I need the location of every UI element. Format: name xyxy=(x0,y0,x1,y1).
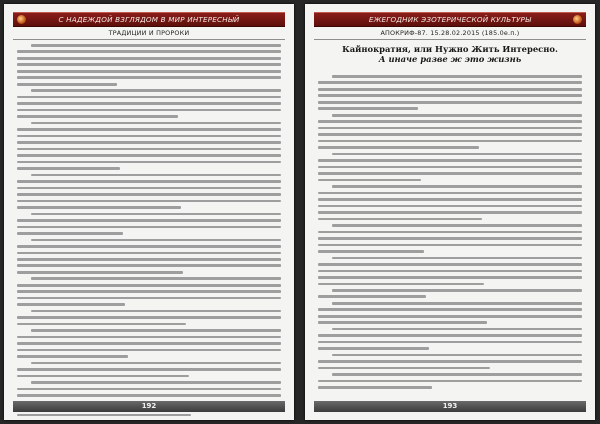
right-page-number: 193 xyxy=(442,402,458,410)
text-line xyxy=(318,192,582,195)
text-line xyxy=(332,75,582,78)
flame-emblem-icon xyxy=(573,15,582,24)
text-line xyxy=(17,219,281,222)
text-line xyxy=(318,250,424,253)
text-line xyxy=(17,290,281,293)
left-page xyxy=(4,4,294,420)
text-line xyxy=(17,128,281,131)
text-line xyxy=(17,394,281,397)
text-line xyxy=(318,295,426,298)
text-line xyxy=(318,211,582,214)
text-line xyxy=(17,323,186,326)
right-page xyxy=(305,4,595,420)
text-line xyxy=(17,297,281,300)
text-line xyxy=(17,316,281,319)
text-line xyxy=(332,114,582,117)
text-line xyxy=(31,381,281,384)
text-line xyxy=(31,362,281,365)
text-line xyxy=(17,135,281,138)
text-line xyxy=(318,120,582,123)
text-line xyxy=(318,334,582,337)
text-line xyxy=(17,161,281,164)
text-line xyxy=(31,44,281,47)
text-line xyxy=(17,232,123,235)
text-line xyxy=(318,308,582,311)
text-line xyxy=(318,133,582,136)
text-line xyxy=(332,373,582,376)
text-line xyxy=(17,264,281,267)
left-footer-bar xyxy=(13,401,285,412)
text-line xyxy=(332,302,582,305)
text-line xyxy=(17,102,281,105)
text-line xyxy=(318,88,582,91)
right-header-banner xyxy=(314,12,586,27)
text-line xyxy=(318,231,582,234)
text-line xyxy=(17,355,128,358)
text-line xyxy=(318,321,487,324)
left-section-title: ТРАДИЦИИ И ПРОРОКИ xyxy=(108,29,190,37)
text-line xyxy=(318,101,582,104)
text-line xyxy=(318,127,582,130)
text-line xyxy=(318,380,582,383)
text-line xyxy=(17,245,281,248)
text-line xyxy=(318,360,582,363)
text-line xyxy=(31,213,281,216)
text-line xyxy=(318,179,421,182)
text-line xyxy=(17,271,183,274)
text-line xyxy=(318,107,418,110)
text-line xyxy=(332,354,582,357)
text-line xyxy=(17,388,281,391)
text-line xyxy=(17,148,281,151)
text-line xyxy=(318,244,582,247)
text-line xyxy=(31,277,281,280)
text-line xyxy=(318,386,432,389)
right-body-text xyxy=(318,75,582,393)
text-line xyxy=(17,200,281,203)
text-line xyxy=(17,303,125,306)
text-line xyxy=(318,166,582,169)
right-footer-bar xyxy=(314,401,586,412)
text-line xyxy=(318,237,582,240)
text-line xyxy=(318,270,582,273)
text-line xyxy=(332,257,582,260)
text-line xyxy=(31,329,281,332)
text-line xyxy=(17,226,281,229)
text-line xyxy=(17,342,281,345)
text-line xyxy=(17,193,281,196)
text-line xyxy=(318,218,482,221)
text-line xyxy=(318,81,582,84)
text-line xyxy=(17,154,281,157)
text-line xyxy=(31,174,281,177)
text-line xyxy=(332,185,582,188)
text-line xyxy=(31,310,281,313)
text-line xyxy=(318,315,582,318)
text-line xyxy=(318,205,582,208)
left-page-number: 192 xyxy=(141,402,157,410)
left-header-rule xyxy=(13,39,285,40)
text-line xyxy=(318,283,484,286)
text-line xyxy=(318,159,582,162)
text-line xyxy=(318,367,490,370)
text-line xyxy=(318,263,582,266)
text-line xyxy=(332,153,582,156)
text-line xyxy=(17,258,281,261)
right-header-text: ЕЖЕГОДНИК ЭЗОТЕРИЧЕСКОЙ КУЛЬТУРЫ xyxy=(368,15,532,24)
text-line xyxy=(17,83,117,86)
right-header-rule xyxy=(314,39,586,40)
text-line xyxy=(17,76,281,79)
article-title: Кайнократия, или Нужно Жить Интересно. xyxy=(342,44,558,54)
text-line xyxy=(17,368,281,371)
article-title-block xyxy=(305,44,595,64)
text-line xyxy=(318,341,582,344)
text-line xyxy=(17,252,281,255)
article-subtitle: А иначе разве ж это жизнь xyxy=(378,54,522,64)
text-line xyxy=(31,122,281,125)
text-line xyxy=(17,167,120,170)
text-line xyxy=(17,414,191,417)
left-header-text: С НАДЕЖДОЙ ВЗГЛЯДОМ В МИР ИНТЕРЕСНЫЙ xyxy=(58,15,240,24)
text-line xyxy=(17,349,281,352)
text-line xyxy=(318,347,429,350)
text-line xyxy=(17,206,181,209)
text-line xyxy=(31,239,281,242)
text-line xyxy=(17,187,281,190)
text-line xyxy=(332,224,582,227)
text-line xyxy=(332,328,582,331)
text-line xyxy=(318,94,582,97)
text-line xyxy=(17,109,281,112)
text-line xyxy=(17,70,281,73)
right-section-title: АПОКРИФ-87. 15.28.02.2015 (185.0е.п.) xyxy=(380,29,520,37)
text-line xyxy=(31,89,281,92)
left-body-text xyxy=(17,44,281,420)
text-line xyxy=(318,146,479,149)
text-line xyxy=(17,115,178,118)
text-line xyxy=(318,198,582,201)
text-line xyxy=(17,180,281,183)
text-line xyxy=(318,276,582,279)
flame-emblem-icon xyxy=(17,15,26,24)
text-line xyxy=(17,50,281,53)
text-line xyxy=(17,375,189,378)
text-line xyxy=(17,57,281,60)
text-line xyxy=(318,172,582,175)
text-line xyxy=(318,140,582,143)
text-line xyxy=(332,289,582,292)
text-line xyxy=(17,336,281,339)
left-header-banner xyxy=(13,12,285,27)
text-line xyxy=(17,63,281,66)
text-line xyxy=(17,141,281,144)
text-line xyxy=(17,96,281,99)
text-line xyxy=(17,284,281,287)
